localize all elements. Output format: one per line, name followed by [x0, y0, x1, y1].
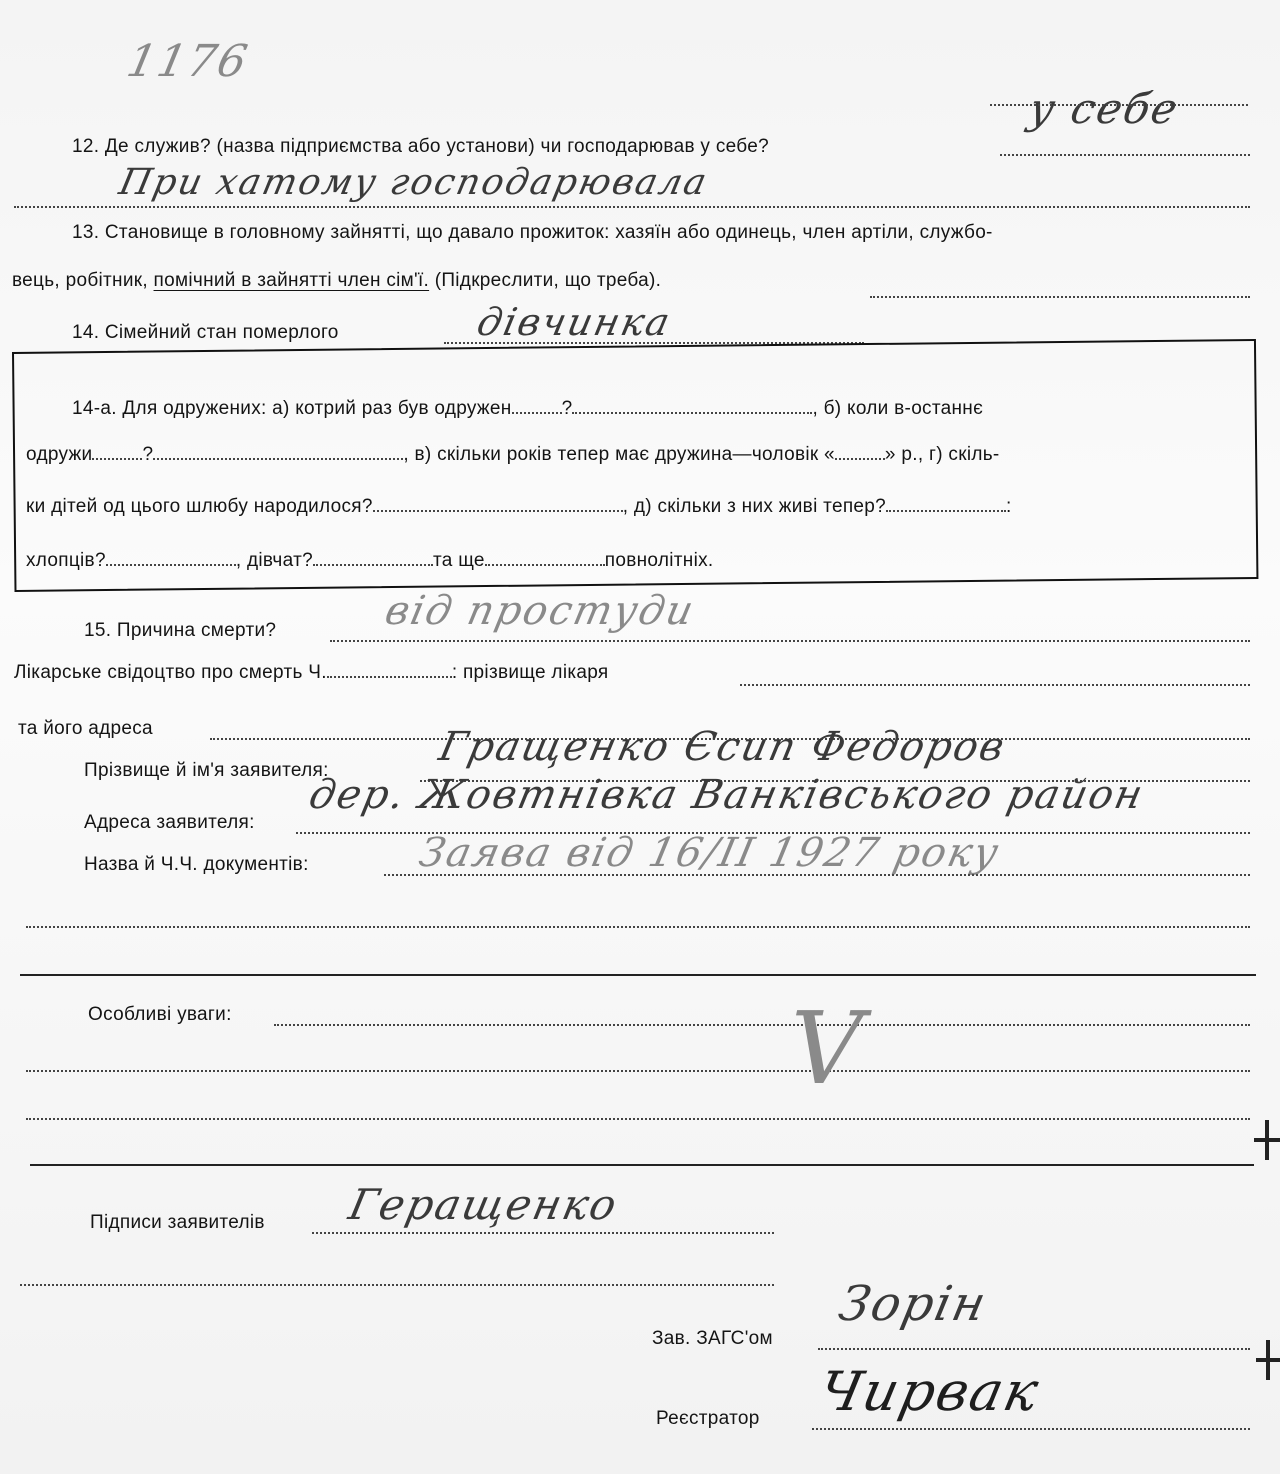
head-sign-line	[818, 1348, 1250, 1350]
q13-line2-tail	[870, 296, 1250, 298]
q13-line2-prefix: вець, робітник,	[12, 270, 148, 291]
remarks-label: Особливі уваги:	[88, 1004, 232, 1025]
applicant-name-label: Прізвище й ім'я заявителя:	[84, 760, 329, 781]
corner-number: 1176	[122, 36, 254, 87]
q12-answer-line	[990, 104, 1248, 106]
binding-mark-icon	[1256, 1340, 1280, 1380]
head-label: Зав. ЗАГС'ом	[652, 1328, 773, 1349]
applicants-sign-line-2	[20, 1284, 774, 1286]
q12-line1-tail	[1000, 154, 1250, 156]
q14-answer: дівчинка	[473, 300, 676, 344]
applicant-address-value: дер. Жовтнівка Ванківського район	[305, 772, 1149, 818]
binding-mark-icon	[1254, 1120, 1280, 1160]
q12-answer: у себе	[1024, 84, 1184, 133]
registrar-label: Реєстратор	[656, 1408, 760, 1429]
certificate-label: Лікарське свідоцтво про смерть Ч. : прізвище лікаря	[14, 662, 609, 683]
q15-label: 15. Причина смерти?	[84, 620, 277, 641]
certificate-line	[740, 684, 1250, 686]
head-signature: Зорін	[834, 1276, 993, 1332]
separator-rule-1	[20, 974, 1256, 976]
q15-line	[330, 640, 1250, 642]
applicant-docs-value: Заява від 16/II 1927 року	[415, 830, 1005, 876]
applicant-name-value: Гращенко Єсип Федоров	[435, 724, 1011, 770]
extra-line-1	[26, 926, 1250, 928]
q12-label: 12. Де служив? (назва підприємства або установи) чи господарював у себе?	[72, 136, 769, 157]
separator-rule-2	[30, 1164, 1254, 1166]
q13-label: 13. Становище в головному зайнятті, що давало прожиток: хазяїн або одинець, член артіли, службо-	[72, 222, 993, 243]
q15-answer: від простуди	[381, 588, 700, 634]
applicant-address-label: Адреса заявителя:	[84, 812, 255, 833]
q13-line2-suffix: (Підкреслити, що треба).	[434, 270, 662, 291]
q12-answer-line2: При хатому господарювала	[115, 162, 712, 203]
registrar-signature: Чирвак	[813, 1360, 1046, 1423]
registrar-sign-line	[812, 1428, 1250, 1430]
remarks-line-3	[26, 1118, 1250, 1120]
remarks-line-1	[274, 1024, 1250, 1026]
applicant-docs-label: Назва й Ч.Ч. документів:	[84, 854, 309, 875]
remarks-line-2	[26, 1070, 1250, 1072]
applicants-sign-label: Підписи заявителів	[90, 1212, 265, 1233]
certificate-address-label: та його адреса	[18, 718, 153, 739]
q13-line2	[12, 270, 661, 292]
q13-line2-underlined: помічний в зайнятті член сім'ї.	[153, 270, 430, 291]
q14a-line4: хлопців? , дівчат? та ще повнолітніх.	[26, 550, 714, 571]
q12-line2	[14, 206, 1250, 208]
q14a-line1: 14-а. Для одружених: а) котрий раз був одружен ? , б) коли в-останнє	[72, 398, 984, 419]
applicants-signature: Геращенко	[344, 1180, 623, 1229]
q14a-line2: одружи ? , в) скільки років тепер має дружина—чоловік « » р., г) скіль-	[26, 444, 1000, 465]
remarks-mark: V	[777, 990, 877, 1107]
q14a-line3: ки дітей од цього шлюбу народилося? , д) скільки з них живі тепер? :	[26, 496, 1012, 517]
applicant-docs-line	[384, 874, 1250, 876]
q14-label: 14. Сімейний стан померлого	[72, 322, 339, 343]
applicants-sign-line	[312, 1232, 774, 1234]
